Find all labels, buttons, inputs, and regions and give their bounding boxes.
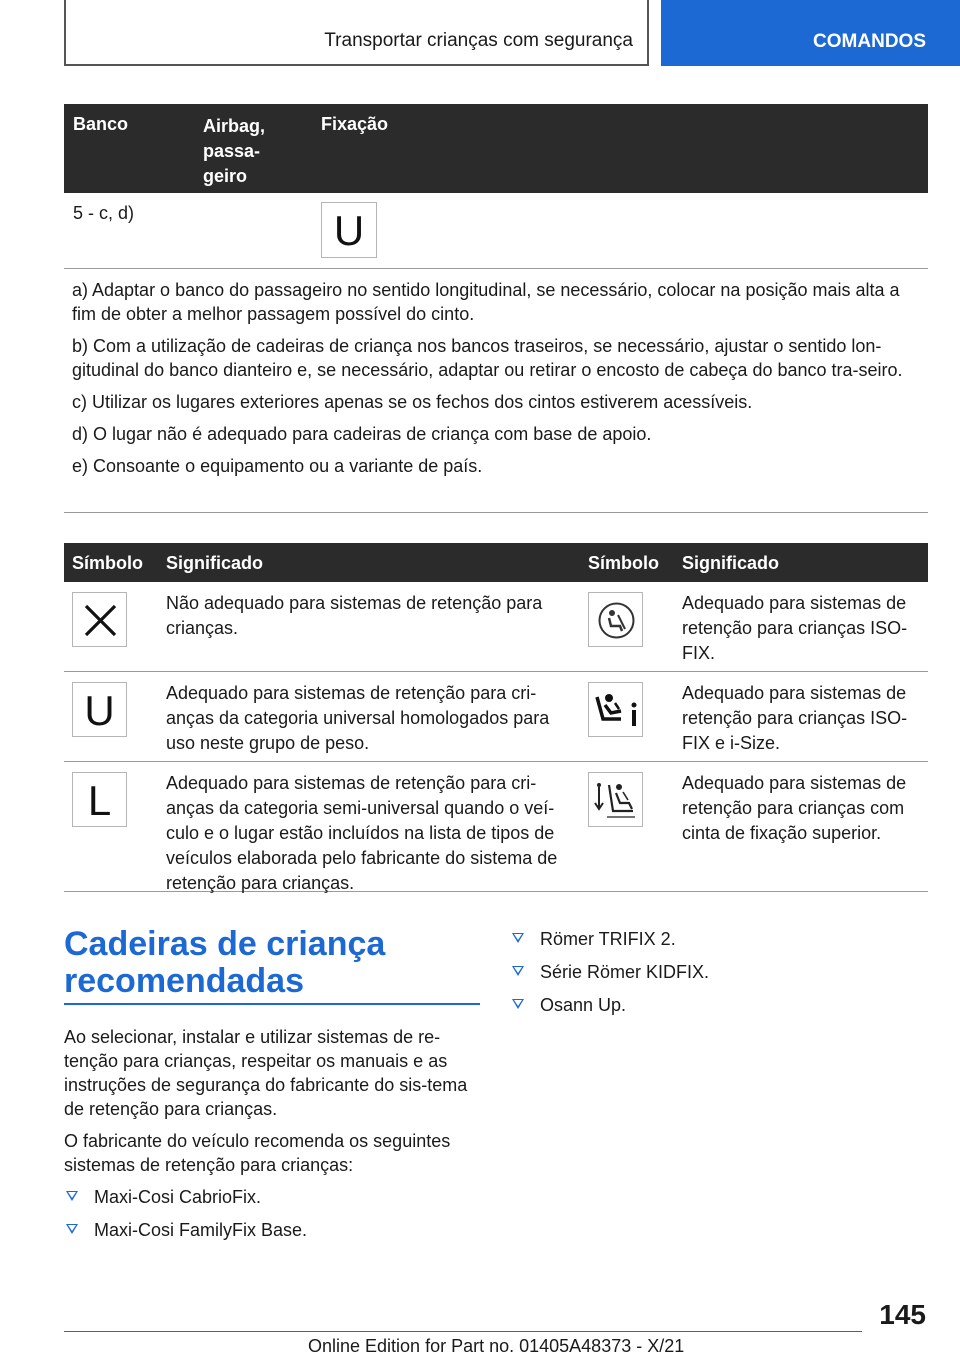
footnote: d) O lugar não é adequado para cadeiras de criança com base de apoio. [72, 424, 652, 444]
recommended-seats-list [64, 1185, 480, 1242]
symbol-letter: U [84, 687, 115, 734]
isofix-icon [588, 592, 643, 647]
table-row [64, 193, 928, 269]
symbol-letter: L [87, 777, 112, 824]
list-item-label: Osann Up. [540, 995, 627, 1015]
symbol-header: Símbolo [72, 553, 143, 573]
edition-text: Online Edition for Part no. 01405A48373 - X/21 [308, 1336, 685, 1356]
left-column [64, 1025, 480, 1251]
page-number: 145 [879, 1299, 926, 1330]
symbol-meaning: Adequado para sistemas de retenção para crianças com cinta de fixação superior. [682, 773, 907, 843]
header-frame [64, 0, 649, 66]
right-column [510, 927, 928, 1026]
fixation-header: Fixação [321, 114, 389, 134]
symbol-header: Símbolo [588, 553, 659, 573]
footnote: a) Adaptar o banco do passageiro no sentido longitudinal, se necessário, colocar na posição mais alta a fim de obter a melhor passagem possível do cinto. [72, 280, 900, 324]
seat-cell: 5 - c, d) [73, 203, 135, 223]
list-item [510, 960, 928, 984]
bullet-triangle-icon [66, 1191, 78, 1201]
chapter-tab[interactable] [661, 0, 960, 66]
divider [64, 512, 928, 513]
cross-icon [72, 592, 127, 647]
page-header [0, 0, 960, 66]
top-tether-icon [588, 772, 643, 827]
section-title: Transportar crianças com segurança [324, 30, 633, 51]
table-row [64, 672, 928, 762]
list-item-label: Maxi-Cosi FamilyFix Base. [94, 1220, 308, 1240]
airbag-header: Airbag, passa- geiro [203, 116, 266, 186]
symbol-table-header [64, 543, 928, 582]
list-item-label: Série Römer KIDFIX. [540, 962, 710, 982]
meaning-header: Significado [166, 553, 264, 573]
heading-rule [64, 1003, 480, 1005]
list-item [64, 1185, 480, 1209]
list-item-label: Maxi-Cosi CabrioFix. [94, 1187, 262, 1207]
recommended-seats-list [510, 927, 928, 1017]
list-item [64, 1218, 480, 1242]
symbol-meaning: Adequado para sistemas de retenção para crianças ISO-FIX e i-Size. [682, 683, 908, 753]
footnote: b) Com a utilização de cadeiras de criança nos bancos traseiros, se necessário, ajustar o sentido lon-gitudinal do banco dianteiro e, se necessário, adaptar ou retirar o encosto de cabeça do banco tra-seiro. [72, 336, 903, 380]
meaning-header: Significado [682, 553, 780, 573]
table-footnotes [72, 278, 922, 486]
paragraph: O fabricante do veículo recomenda os seguintes sistemas de retenção para crianças: [64, 1131, 451, 1175]
symbol-letter: U [333, 207, 365, 254]
symbol-meaning: Adequado para sistemas de retenção para cri-anças da categoria universal homologados para uso neste grupo de peso. [166, 683, 550, 753]
paragraph: Ao selecionar, instalar e utilizar sistemas de re-tenção para crianças, respeitar os manuais e as instruções de segurança do fabricante do sis-tema de retenção para crianças. [64, 1027, 468, 1119]
section-heading: Cadeiras de criança recomendadas [64, 925, 386, 1000]
bullet-triangle-icon [512, 966, 524, 976]
footnote: e) Consoante o equipamento ou a variante de país. [72, 456, 483, 476]
chapter-tab-label: COMANDOS [813, 31, 926, 52]
footer-rule [64, 1331, 862, 1332]
symbol-meaning: Adequado para sistemas de retenção para cri-anças da categoria semi-universal quando o veí-culo e o lugar estão incluídos na lista de tipos de veículos elaborada pelo fabricante do sistema de retenção para crianças. [166, 773, 558, 893]
footnote: c) Utilizar os lugares exteriores apenas se os fechos dos cintos estiverem acessíveis. [72, 392, 753, 412]
bullet-triangle-icon [512, 933, 524, 943]
seat-table-header [64, 104, 928, 193]
symbol-meaning: Adequado para sistemas de retenção para crianças ISO-FIX. [682, 593, 908, 663]
list-item-label: Römer TRIFIX 2. [540, 929, 676, 949]
symbol-table [64, 543, 928, 892]
letter-l-icon [72, 772, 127, 827]
bullet-triangle-icon [66, 1224, 78, 1234]
list-item [510, 993, 928, 1017]
symbol-meaning: Não adequado para sistemas de retenção para crianças. [166, 593, 543, 638]
bullet-triangle-icon [512, 999, 524, 1009]
list-item [510, 927, 928, 951]
universal-symbol-icon [321, 202, 377, 258]
seat-header: Banco [73, 114, 129, 134]
letter-u-icon [72, 682, 127, 737]
table-row [64, 762, 928, 892]
table-row [64, 582, 928, 672]
isofix-i-size-icon [588, 682, 643, 737]
